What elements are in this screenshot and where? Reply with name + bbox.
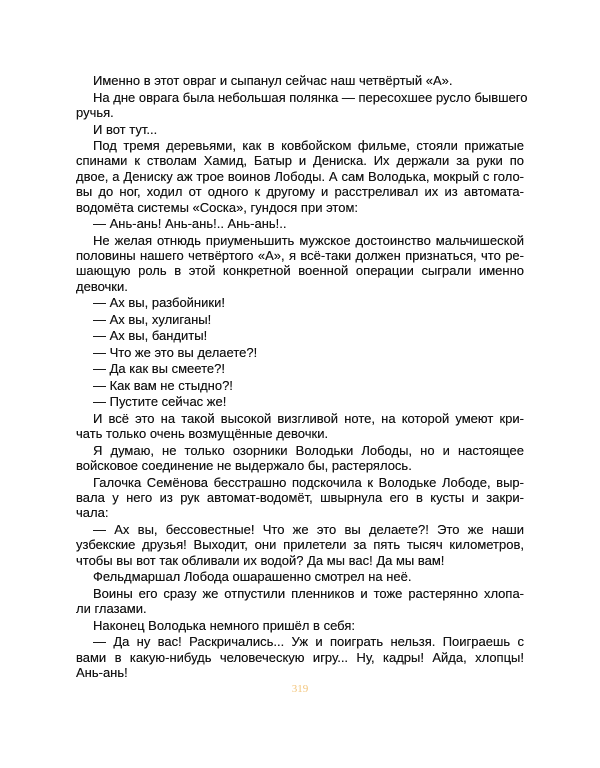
paragraph	[76, 618, 524, 633]
text-line: — Ах вы, разбойники!	[93, 295, 225, 311]
text-line: — Пустите сейчас же!	[93, 394, 227, 410]
text-line: чала:	[76, 505, 109, 521]
text-line: шающую роль в этой конкретной военной операции сыграли именно	[76, 263, 524, 279]
paragraph	[76, 634, 524, 680]
paragraph	[76, 89, 528, 121]
text-line: Ань-ань!	[76, 665, 128, 680]
text-line: Я думаю, не только озорники Володьки Лободы, но и настоящее	[93, 442, 524, 458]
text-line: ручья.	[76, 105, 114, 120]
text-line: — Ах вы, бессовестные! Что же это вы делаете?! Это же наши	[93, 521, 524, 537]
paragraph	[76, 378, 524, 393]
text-line: — Ань-ань! Ань-ань!.. Ань-ань!..	[93, 216, 287, 232]
paragraph	[76, 522, 524, 568]
paragraph	[76, 394, 524, 409]
paragraph	[76, 312, 524, 327]
text-line: Галочка Семёнова бесстрашно подскочила к Володьке Лободе, выр-	[93, 474, 524, 490]
text-line: половины нашего четвёртого «А», я всё-таки должен признаться, что ре-	[76, 248, 524, 264]
text-line: девочки.	[76, 278, 128, 294]
text-line: — Ах вы, хулиганы!	[93, 311, 212, 327]
text-line: — Что же это вы делаете?!	[93, 344, 258, 360]
text-line: спинами к стволам Хамид, Батыр и Дениска. Их держали за руки по	[76, 153, 524, 169]
text-line: вала у него из рук автомат-водомёт, швырнула его в кусты и закри-	[76, 490, 524, 506]
text-line: — Да как вы смеете?!	[93, 361, 225, 377]
text-line: Не желая отнюдь приуменьшить мужское достоинство мальчишеской	[93, 232, 524, 248]
paragraph	[76, 475, 524, 521]
paragraph	[76, 361, 524, 376]
paragraph	[76, 295, 524, 310]
text-line: вы до ног, ходил от одного к другому и расстреливал их из автомата-	[76, 184, 524, 200]
paragraph	[76, 122, 524, 137]
text-line: чать только очень возмущённые девочки.	[76, 426, 329, 442]
paragraph	[76, 411, 524, 442]
paragraph	[76, 586, 524, 617]
text-line: Фельдмаршал Лобода ошарашенно смотрел на неё.	[93, 569, 412, 585]
text-line: ли глазами.	[76, 601, 147, 617]
text-line: И всё это на такой высокой визгливой ноте, на которой умеют кри-	[93, 410, 524, 426]
text-line: На дне оврага была небольшая полянка — пересохшее русло бывшего	[93, 89, 528, 105]
paragraph	[76, 138, 524, 215]
text-line: двое, а Дениску аж трое воинов Лободы. А сам Володька, мокрый с голо-	[76, 168, 524, 184]
text-line: И вот тут...	[93, 121, 158, 137]
text-line: — Ах вы, бандиты!	[93, 328, 208, 344]
text-line: войсковое соединение не выдержало бы, растерялось.	[76, 458, 412, 474]
paragraph	[76, 216, 524, 231]
text-line: узбекские друзья! Выходит, они прилетели за пять тысяч километров,	[76, 537, 524, 553]
paragraph	[76, 443, 524, 474]
text-line: Именно в этот овраг и сыпанул сейчас наш четвёртый «А».	[93, 73, 453, 89]
text-line: — Как вам не стыдно?!	[93, 377, 233, 393]
text-line: — Да ну вас! Раскричались... Уж и поиграть нельзя. Поиграешь с	[93, 634, 524, 650]
page-number: 319	[291, 683, 309, 695]
text-line: Воины его сразу же отпустили пленников и тоже растерянно хлопа-	[93, 585, 524, 601]
paragraph	[76, 233, 524, 295]
paragraph	[76, 569, 524, 584]
text-line: вами в какую-нибудь человеческую игру... Ну, кадры! Айда, хлопцы!	[76, 649, 524, 665]
paragraph	[76, 73, 524, 88]
paragraph	[76, 328, 524, 343]
text-line: чтобы вы вот так обливали их водой? Да мы вас! Да мы вам!	[76, 552, 445, 568]
text-line: Наконец Володька немного пришёл в себя:	[93, 617, 355, 633]
text-line: водомёта системы «Соска», гундося при этом:	[76, 199, 359, 215]
paragraph	[76, 345, 524, 360]
page-body-text	[76, 72, 528, 680]
text-line: Под тремя деревьями, как в ковбойском фильме, стояли прижатые	[93, 138, 524, 153]
